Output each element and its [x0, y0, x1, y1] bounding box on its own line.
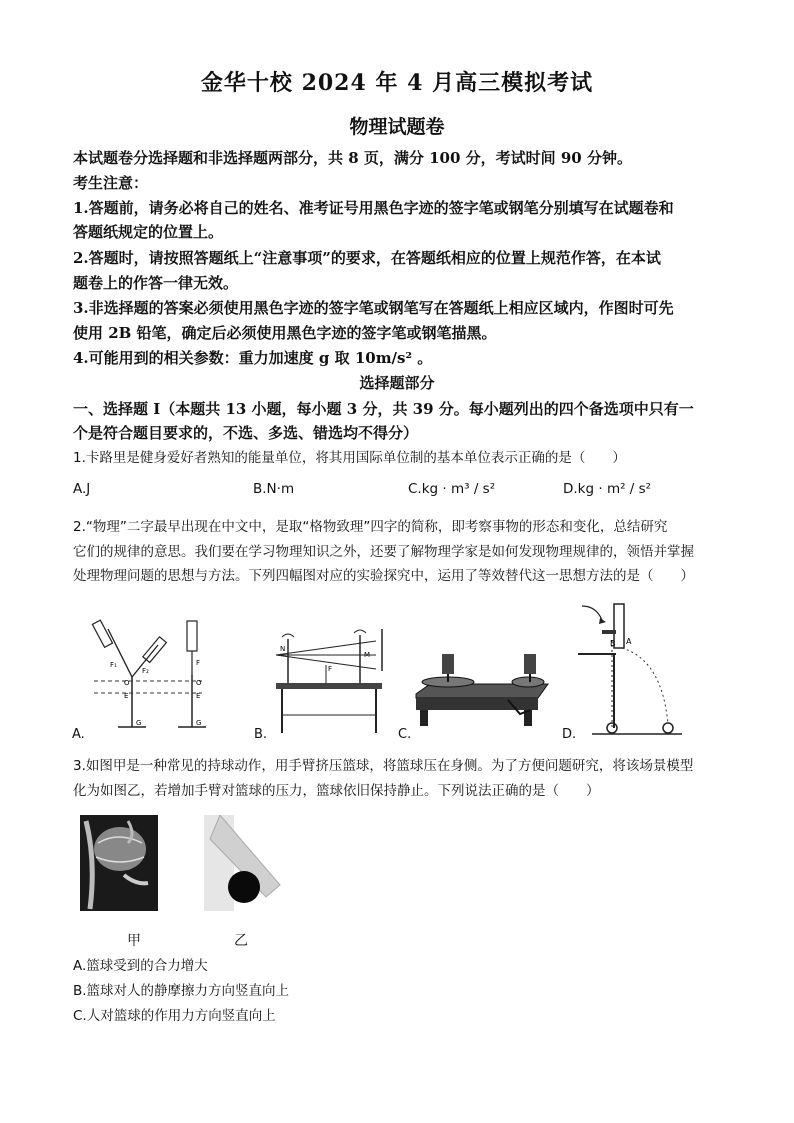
- q2-figure-a: [80, 615, 215, 740]
- intro-line: 本试题卷分选择题和非选择题两部分，共 8 页，满分 100 分，考试时间 90 分钟。: [73, 149, 632, 167]
- fig-a-label-e2: E: [196, 692, 201, 700]
- fig-a-label-f: F: [196, 659, 201, 667]
- q2-line1: 2.“物理”二字最早出现在中文中，是取“格物致理”四字的简称，即考察事物的形态和变化，总结研究: [73, 519, 668, 535]
- notice-2b: 题卷上的作答一律无效。: [73, 274, 239, 292]
- notice-3a: 3.非选择题的答案必须使用黑色字迹的签字笔或钢笔写在答题纸上相应区域内，作图时可先: [73, 299, 674, 317]
- fig-b-label-n: N: [280, 645, 286, 653]
- q2-figure-d: [572, 600, 692, 738]
- fig-a-label-g2: G: [196, 719, 202, 727]
- q2-line3: 处理物理问题的思想与方法。下列四幅图对应的实验探究中，运用了等效替代这一思想方法的是（ ）: [73, 568, 694, 584]
- q3-line1: 3.如图甲是一种常见的持球动作，用手臂挤压篮球，将篮球压在身侧。为了方便问题研究，将该场景模型: [73, 758, 694, 774]
- q2-figure-b: [268, 625, 393, 737]
- q2-figure-c: [412, 640, 552, 735]
- fig-d-label-b: B: [610, 639, 616, 648]
- notice-2a: 2.答题时，请按照答题纸上“注意事项”的要求，在答题纸相应的位置上规范作答，在本试: [73, 249, 661, 267]
- q2-figure-label-a: A.: [72, 727, 85, 742]
- q3-option-a: A.篮球受到的合力增大: [73, 958, 208, 974]
- q3-option-b: B.篮球对人的静摩擦力方向竖直向上: [73, 983, 290, 999]
- fig-a-label-o: O: [124, 679, 130, 687]
- q2-figure-label-d: D.: [562, 727, 577, 742]
- notice-1a: 1.答题前，请务必将自己的姓名、准考证号用黑色字迹的签字笔或钢笔分别填写在试题卷和: [73, 199, 674, 217]
- q3-line2: 化为如图乙，若增加手臂对篮球的压力，篮球依旧保持静止。下列说法正确的是（ ）: [73, 783, 600, 799]
- q2-line2: 它们的规律的意思。我们要在学习物理知识之外，还要了解物理学家是如何发现物理规律的，领悟并掌握: [73, 544, 694, 560]
- fig-b-label-f: F: [328, 665, 333, 673]
- fig-a-label-e: E: [124, 692, 129, 700]
- q3-photo-jia: [80, 815, 158, 911]
- q1-option-c: C.kg · m³ / s²: [408, 481, 496, 497]
- fig-a-label-o2: O: [196, 679, 202, 687]
- q3-option-c: C.人对篮球的作用力方向竖直向上: [73, 1008, 276, 1024]
- q1-stem: 1.卡路里是健身爱好者熟知的能量单位，将其用国际单位制的基本单位表示正确的是（ ）: [73, 450, 626, 466]
- q3-label-yi: 乙: [234, 933, 248, 949]
- notice-4: 4.可能用到的相关参数：重力加速度 g 取 10m/s² 。: [73, 349, 433, 367]
- notice-3b: 使用 2B 铅笔，确定后必须使用黑色字迹的签字笔或钢笔描黑。: [73, 324, 497, 342]
- fig-a-label-f1: F₁: [110, 661, 117, 669]
- fig-b-label-m: M: [364, 651, 371, 659]
- q3-diagram-yi: [196, 815, 286, 911]
- section-heading: 选择题部分: [359, 374, 435, 392]
- part1-instructions-a: 一、选择题 I（本题共 13 小题，每小题 3 分，共 39 分。每小题列出的四个备选项中只有一: [73, 400, 694, 418]
- fig-d-label-a: A: [626, 637, 632, 646]
- exam-subtitle: 物理试题卷: [349, 116, 445, 138]
- q1-option-b: B.N·m: [253, 481, 295, 497]
- fig-a-label-f2: F₂: [142, 667, 149, 675]
- q1-option-a: A.J: [73, 481, 91, 497]
- exam-title: 金华十校 2024 年 4 月高三模拟考试: [200, 70, 594, 96]
- q2-figure-label-b: B.: [254, 727, 268, 742]
- notice-title: 考生注意：: [73, 174, 149, 192]
- notice-1b: 答题纸规定的位置上。: [73, 223, 224, 241]
- q3-label-jia: 甲: [127, 933, 141, 949]
- fig-a-label-g: G: [136, 719, 142, 727]
- q1-option-d: D.kg · m² / s²: [563, 481, 652, 497]
- part1-instructions-b: 个是符合题目要求的，不选、多选、错选均不得分）: [73, 424, 419, 442]
- q2-figure-label-c: C.: [398, 727, 412, 742]
